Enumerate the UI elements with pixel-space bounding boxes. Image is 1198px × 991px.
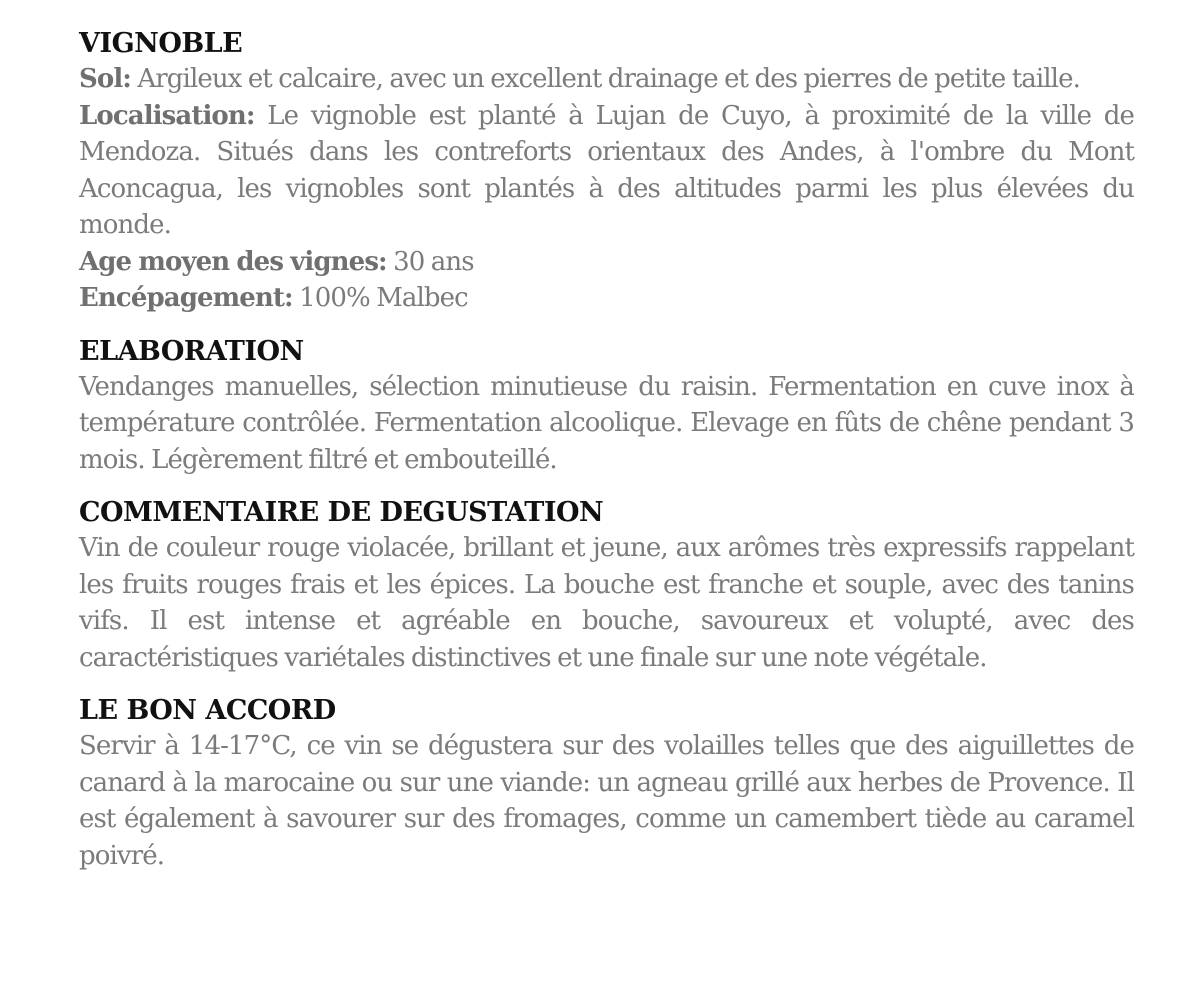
elaboration-text: Vendanges manuelles, sélection minutieuse du raisin. Fermentation en cuve inox à température contrôlée. Fermentation alcoolique. Elevage en fûts de chêne pendant 3 mois. Légèrement filtré et embouteillé. (79, 371, 1134, 475)
section-title-accord: LE BON ACCORD (79, 695, 336, 726)
section-elaboration (79, 334, 1134, 479)
sol-value: Argileux et calcaire, avec un excellent drainage et des pierres de petite taille. (137, 64, 1080, 94)
age-entry (79, 244, 1134, 281)
encepagement-value: 100% Malbec (299, 283, 468, 313)
age-label: Age moyen des vignes: (79, 246, 387, 277)
section-title-degustation: COMMENTAIRE DE DEGUSTATION (79, 497, 604, 528)
age-value: 30 ans (393, 246, 474, 277)
section-title-elaboration: ELABORATION (79, 335, 304, 367)
section-vignoble (79, 26, 1134, 317)
degustation-text: Vin de couleur rouge violacée, brillant et jeune, aux arômes très expressifs rappelant les fruits rouges frais et les épices. La bouche est franche et souple, avec des tanins vifs. Il est intense et agréable en bouche, savoureux et volupté, avec des caractéristiques variétales distinctives et une finale sur une note végétale. (79, 533, 1134, 673)
sol-entry (79, 61, 1134, 98)
localisation-value: Le vignoble est planté à Lujan de Cuyo, à proximité de la ville de Mendoza. Situés dans les contreforts orientaux des Andes, à l'ombre du Mont Aconcagua, les vignobles sont plantés à des altitudes parmi les plus élevées du monde. (79, 100, 1134, 240)
sol-label: Sol: (79, 64, 131, 94)
wine-sheet (79, 26, 1134, 874)
section-accord (79, 693, 1134, 874)
accord-text: Servir à 14-17°C, ce vin se dégustera sur des volailles telles que des aiguillettes de canard à la marocaine ou sur une viande: un agneau grillé aux herbes de Provence. Il est également à savourer sur des fromages, comme un camembert tiède au caramel poivré. (79, 731, 1134, 871)
encepagement-entry (79, 280, 1134, 317)
localisation-label: Localisation: (79, 100, 255, 131)
encepagement-label: Encépagement: (79, 283, 293, 313)
localisation-entry (79, 98, 1134, 244)
section-degustation (79, 495, 1134, 676)
section-title-vignoble: VIGNOBLE (79, 28, 243, 59)
